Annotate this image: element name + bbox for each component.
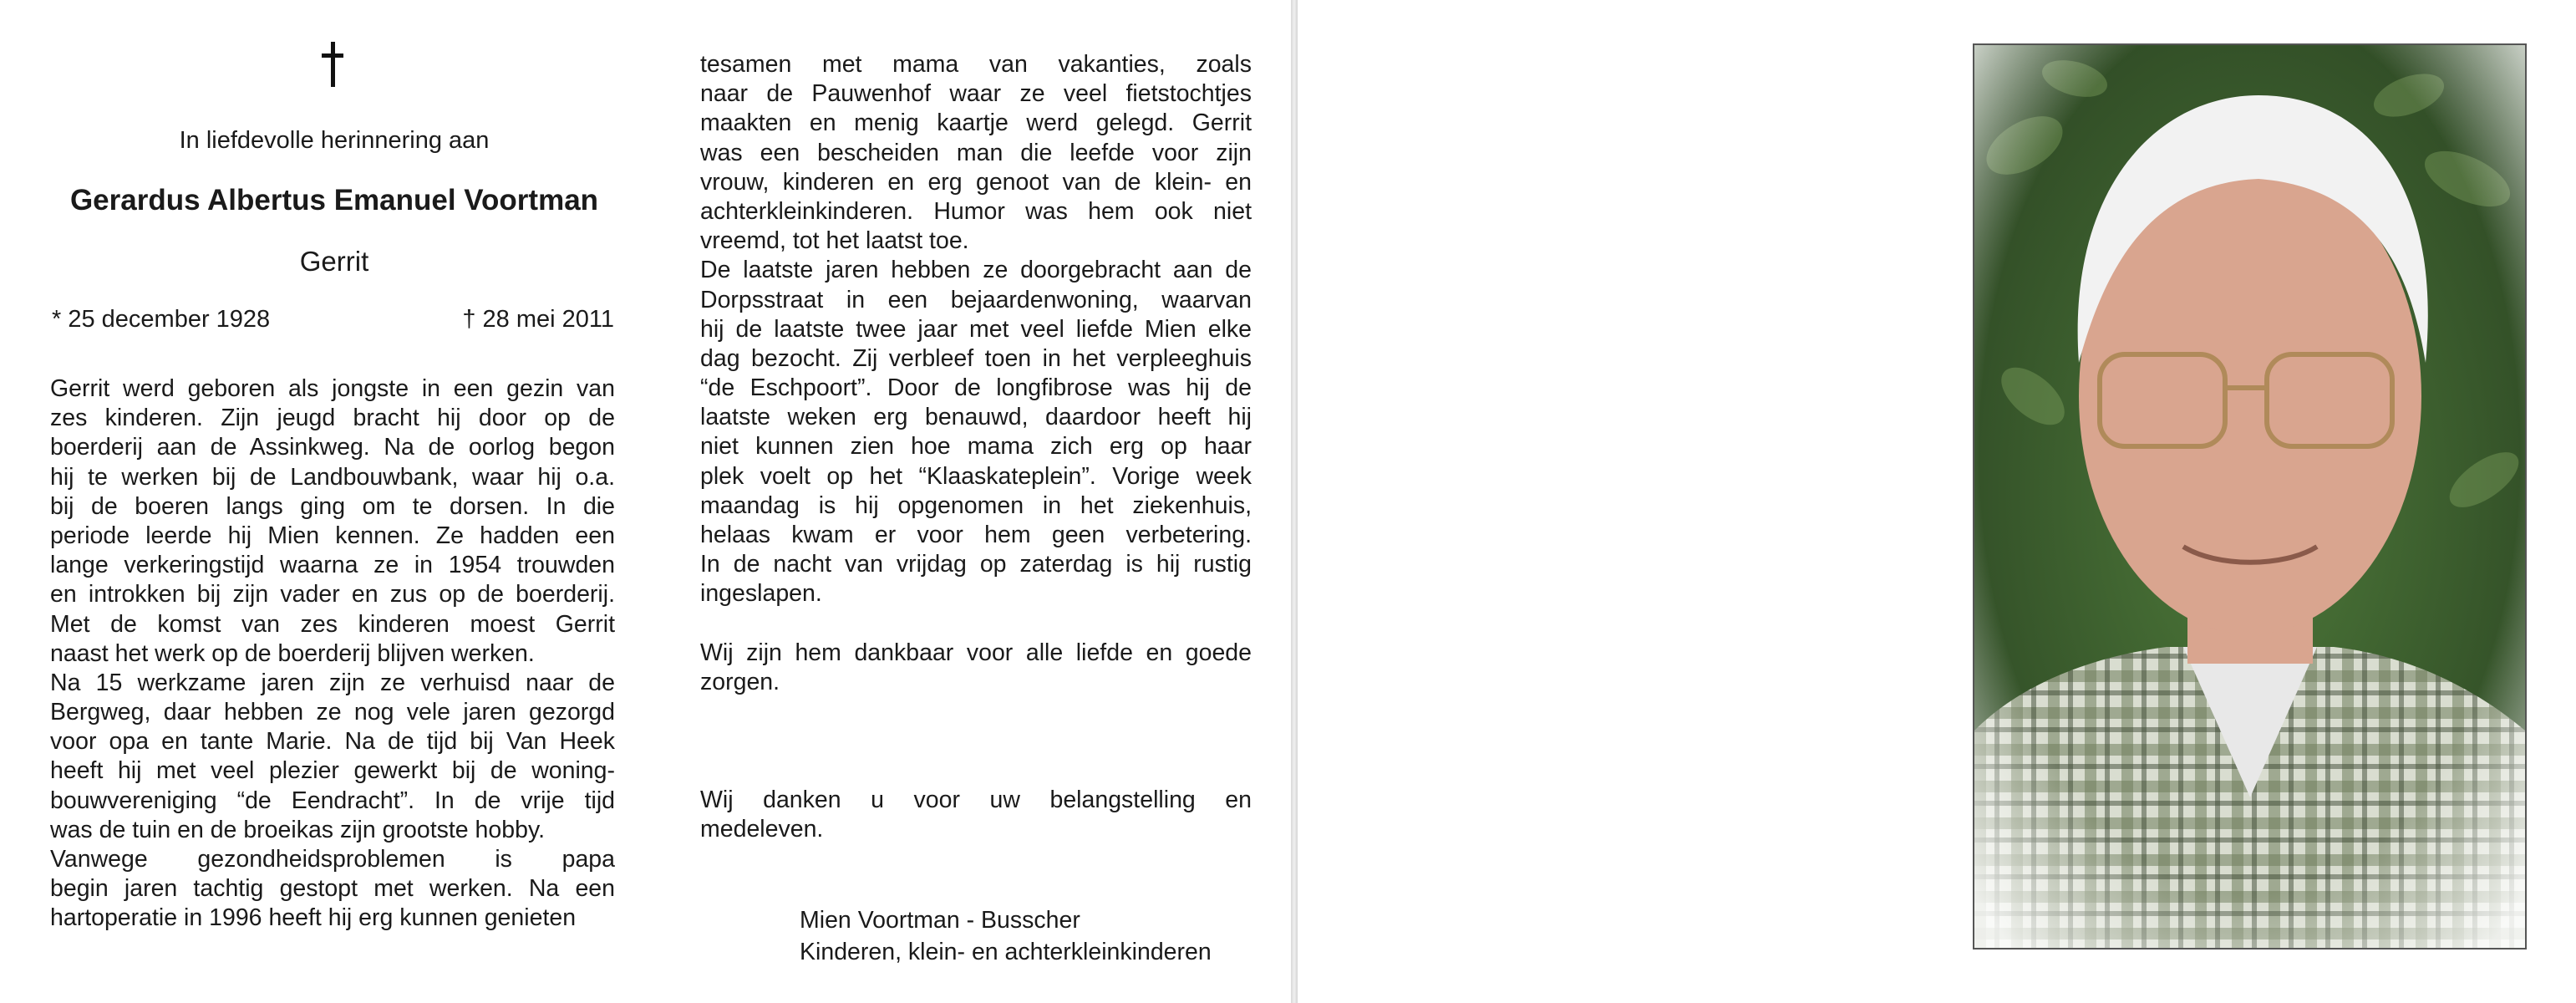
text-line: Na 15 werkzame jaren zijn ze verhuisd naar de bbox=[50, 669, 615, 696]
text-line: dag bezocht. Zij verbleef toen in het verpleeghuis bbox=[700, 344, 1252, 372]
birth-date: * 25 december 1928 bbox=[52, 306, 271, 333]
text-line: hartoperatie in 1996 heeft hij erg kunnen genieten bbox=[50, 904, 577, 932]
text-line bbox=[700, 609, 1252, 639]
text-line: zorgen. bbox=[700, 668, 780, 695]
cross-icon bbox=[322, 42, 343, 87]
text-line bbox=[700, 726, 1252, 756]
text-line: De laatste jaren hebben ze doorgebracht aan de bbox=[700, 257, 1252, 284]
text-line: Wij zijn hem dankbaar voor alle liefde en goede bbox=[700, 639, 1252, 666]
text-line: zes kinderen. Zijn jeugd bracht hij door op de bbox=[50, 405, 615, 432]
text-line bbox=[700, 697, 1252, 726]
biography-column-2 bbox=[700, 50, 1252, 844]
text-line: niet kunnen zien hoe mama zich erg op haar bbox=[700, 433, 1252, 461]
biography-column-1 bbox=[50, 374, 615, 934]
text-line: boerderij aan de Assinkweg. Na de oorlog begon bbox=[50, 434, 615, 461]
text-line: achterkleinkinderen. Humor was hem ook niet bbox=[700, 197, 1252, 225]
intro-text: In liefdevolle herinnering aan bbox=[179, 127, 490, 154]
text-line: Dorpsstraat in een bejaardenwoning, waarvan bbox=[700, 286, 1252, 313]
text-line: medeleven. bbox=[700, 815, 824, 843]
deceased-nickname: Gerrit bbox=[299, 246, 369, 277]
portrait-photo bbox=[1973, 43, 2527, 950]
text-line: periode leerde hij Mien kennen. Ze hadden een bbox=[50, 522, 615, 549]
text-line: naast het werk op de boerderij blijven werken. bbox=[50, 639, 535, 667]
text-line: begin jaren tachtig gestopt met werken. Na een bbox=[50, 875, 615, 903]
text-line: vreemd, tot het laatst toe. bbox=[700, 227, 969, 255]
death-date: † 28 mei 2011 bbox=[462, 306, 614, 333]
text-line: vrouw, kinderen en erg genoot van de klein- en bbox=[700, 168, 1252, 196]
text-line: was de tuin en de broeikas zijn grootste hobby. bbox=[50, 816, 546, 843]
text-line bbox=[700, 756, 1252, 786]
text-line: hij te werken bij de Landbouwbank, waar hij o.a. bbox=[50, 463, 615, 491]
card-fold bbox=[1291, 0, 1298, 1003]
text-line: voor opa en tante Marie. Na de tijd bij Van Heek bbox=[50, 728, 615, 756]
text-line: “de Eschpoort”. Door de longfibrose was hij de bbox=[700, 374, 1252, 402]
portrait-photo-image bbox=[1974, 45, 2525, 948]
signature-line-1: Mien Voortman - Busscher bbox=[800, 907, 1080, 934]
text-line: bij de boeren langs ging om te dorsen. In die bbox=[50, 492, 615, 520]
text-line: was een bescheiden man die leefde voor zijn bbox=[700, 139, 1252, 166]
text-line: laatste weken erg benauwd, daardoor heeft hij bbox=[700, 404, 1252, 431]
text-line: heeft hij met veel plezier gewerkt bij de woning- bbox=[50, 757, 615, 785]
deceased-full-name: Gerardus Albertus Emanuel Voortman bbox=[69, 184, 599, 216]
text-line: Bergweg, daar hebben ze nog vele jaren gezorgd bbox=[50, 699, 615, 726]
right-card-panel bbox=[1298, 0, 2576, 1003]
text-line: maakten en menig kaartje werd gelegd. Gerrit bbox=[700, 109, 1252, 137]
text-line: maandag is hij opgenomen in het ziekenhuis, bbox=[700, 491, 1252, 519]
text-line: naar de Pauwenhof waar ze veel fietstochtjes bbox=[700, 80, 1252, 108]
text-line: tesamen met mama van vakanties, zoals bbox=[700, 51, 1252, 78]
text-line: Gerrit werd geboren als jongste in een gezin van bbox=[50, 375, 615, 402]
text-line: Vanwege gezondheidsproblemen is papa bbox=[50, 846, 615, 873]
text-line: bouwvereniging “de Eendracht”. In de vrije tijd bbox=[50, 787, 615, 814]
text-line: helaas kwam er voor hem geen verbetering. bbox=[700, 522, 1252, 548]
text-line: lange verkeringstijd waarna ze in 1954 trouwden bbox=[50, 552, 615, 579]
text-line: Wij danken u voor uw belangstelling en bbox=[700, 786, 1252, 813]
text-line: plek voelt op het “Klaaskateplein”. Vorige week bbox=[700, 462, 1252, 490]
text-line: ingeslapen. bbox=[700, 580, 822, 608]
signature-line-2: Kinderen, klein- en achterkleinkinderen bbox=[800, 939, 1212, 965]
text-line: Met de komst van zes kinderen moest Gerrit bbox=[50, 610, 615, 638]
text-line: In de nacht van vrijdag op zaterdag is hij rustig bbox=[700, 551, 1252, 578]
text-line: hij de laatste twee jaar met veel liefde Mien elke bbox=[700, 315, 1252, 343]
text-line: en introkken bij zijn vader en zus op de boerderij. bbox=[50, 581, 615, 608]
